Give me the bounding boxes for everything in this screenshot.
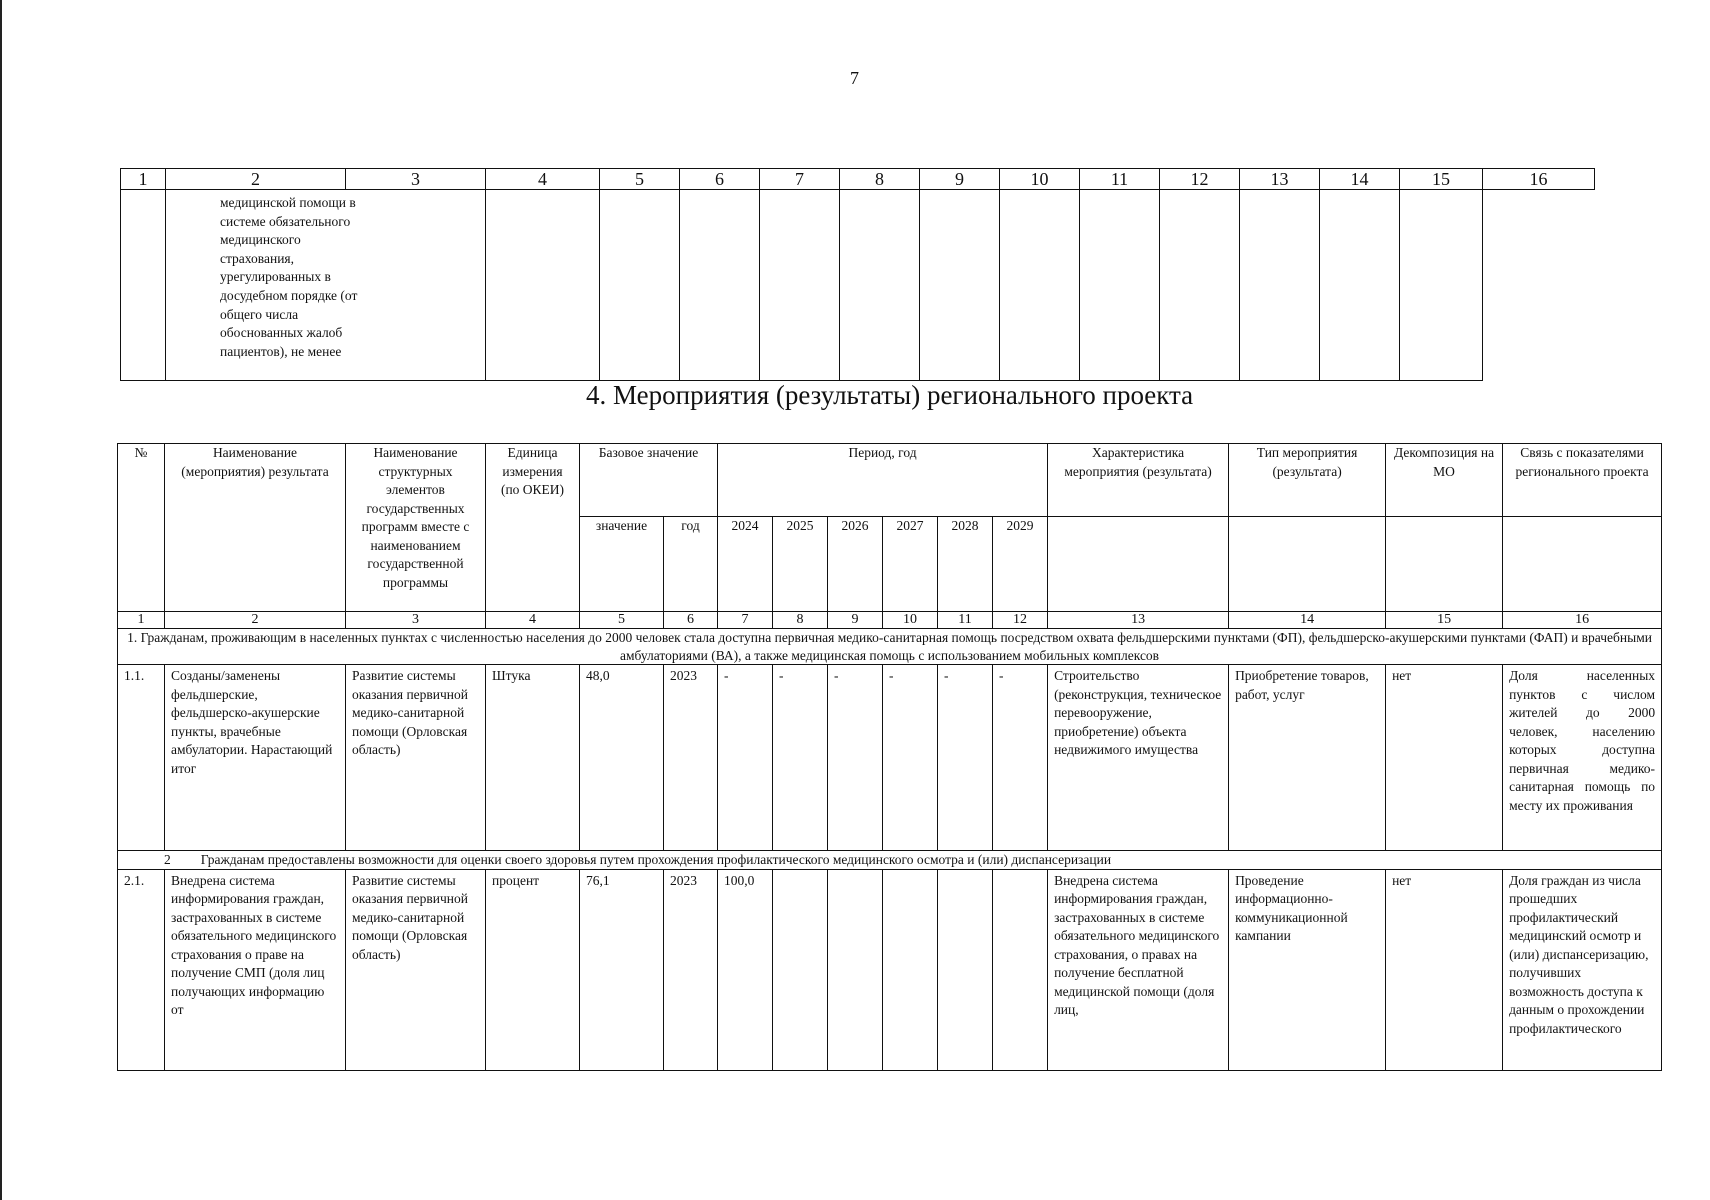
col-number: 9	[920, 169, 1000, 190]
header-type: Тип мероприятия (результата)	[1229, 444, 1386, 517]
base-year: 2023	[664, 665, 718, 851]
year-value: -	[828, 665, 883, 851]
col-number: 1	[118, 612, 165, 629]
table-cell	[920, 190, 1000, 381]
continued-table	[120, 168, 1595, 381]
col-number: 3	[346, 612, 486, 629]
section-1-heading: 1. Гражданам, проживающим в населенных пунктах с численностью населения до 2000 человек стала доступна первичная медико-санитарная помощь посредством охвата фельдшерскими пунктами (ФП), фельдшерско-акушерскими пунктами (ФАП) и врачебными амбулаториями (ВА), а также медицинская помощь с использованием мобильных комплексов	[118, 629, 1662, 665]
year-value	[828, 869, 883, 1070]
header-name: Наименование (мероприятия) результата	[165, 444, 346, 612]
table-cell	[121, 190, 166, 381]
table-cell	[1503, 517, 1662, 612]
header-number: №	[118, 444, 165, 612]
base-year: 2023	[664, 869, 718, 1070]
page-edge-line	[0, 0, 2, 1200]
col-number: 16	[1483, 169, 1595, 190]
col-number: 11	[1080, 169, 1160, 190]
event-name: Созданы/заменены фельдшерские, фельдшерско-акушерские пункты, врачебные амбулатории. Нарастающий итог	[165, 665, 346, 851]
table-cell	[760, 190, 840, 381]
table-cell	[1048, 517, 1229, 612]
continued-indicator-text: медицинской помощи в системе обязательного медицинского страхования, урегулированных в досудебном порядке (от общего числа обоснованных жалоб пациентов), не менее	[166, 190, 486, 381]
header-year: 2026	[828, 517, 883, 612]
col-number: 1	[121, 169, 166, 190]
col-number: 10	[1000, 169, 1080, 190]
structural-element: Развитие системы оказания первичной медико-санитарной помощи (Орловская область)	[346, 665, 486, 851]
year-value	[938, 869, 993, 1070]
table-cell	[1240, 190, 1320, 381]
year-value	[773, 869, 828, 1070]
year-value: -	[938, 665, 993, 851]
header-unit: Единица измерения (по ОКЕИ)	[486, 444, 580, 612]
section-row	[118, 629, 1662, 665]
indicator-link: Доля граждан из числа прошедших профилактический медицинский осмотр и (или) диспансеризацию, получивших возможность доступа к данным о прохождении профилактического	[1503, 869, 1662, 1070]
header-year: 2024	[718, 517, 773, 612]
base-value: 76,1	[580, 869, 664, 1070]
section-title: 4. Мероприятия (результаты) регионального проекта	[586, 380, 1194, 410]
decomposition: нет	[1386, 869, 1503, 1070]
col-number: 13	[1240, 169, 1320, 190]
col-number: 5	[580, 612, 664, 629]
col-number: 3	[346, 169, 486, 190]
col-number: 5	[600, 169, 680, 190]
year-value: -	[993, 665, 1048, 851]
row-number: 1.1.	[118, 665, 165, 851]
col-number: 8	[773, 612, 828, 629]
header-base-value: Базовое значение	[580, 444, 718, 517]
base-value: 48,0	[580, 665, 664, 851]
indicator-link: Доля населенных пунктов с числом жителей до 2000 человек, населению которых доступна первичная медико-санитарная помощь по месту их проживания	[1503, 665, 1662, 851]
header-period: Период, год	[718, 444, 1048, 517]
col-number: 4	[486, 612, 580, 629]
col-number: 4	[486, 169, 600, 190]
col-number: 6	[680, 169, 760, 190]
section-2-number: 2	[164, 852, 171, 867]
year-value: -	[718, 665, 773, 851]
col-number: 14	[1320, 169, 1400, 190]
header-year: 2029	[993, 517, 1048, 612]
event-type: Проведение информационно-коммуникационной кампании	[1229, 869, 1386, 1070]
table-cell	[680, 190, 760, 381]
col-number: 14	[1229, 612, 1386, 629]
header-base-value-year: год	[664, 517, 718, 612]
table-cell	[1229, 517, 1386, 612]
page-number: 7	[850, 68, 859, 88]
col-number: 10	[883, 612, 938, 629]
col-number: 2	[165, 612, 346, 629]
column-number-row	[118, 612, 1662, 629]
table-row	[118, 869, 1662, 1070]
unit: процент	[486, 869, 580, 1070]
header-link: Связь с показателями регионального проекта	[1503, 444, 1662, 517]
header-row	[118, 444, 1662, 517]
column-number-row	[121, 169, 1595, 190]
table-row	[121, 190, 1595, 381]
section-row	[118, 851, 1662, 870]
table-cell	[1386, 517, 1503, 612]
table-row	[118, 665, 1662, 851]
section-2-text: Гражданам предоставлены возможности для оценки своего здоровья путем прохождения профилактического медицинского осмотра и (или) диспансеризации	[200, 852, 1112, 867]
table-cell	[486, 190, 600, 381]
row-number: 2.1.	[118, 869, 165, 1070]
table-cell	[1080, 190, 1160, 381]
col-number: 12	[1160, 169, 1240, 190]
year-value: 100,0	[718, 869, 773, 1070]
col-number: 13	[1048, 612, 1229, 629]
structural-element: Развитие системы оказания первичной медико-санитарной помощи (Орловская область)	[346, 869, 486, 1070]
unit: Штука	[486, 665, 580, 851]
col-number: 11	[938, 612, 993, 629]
year-value	[883, 869, 938, 1070]
decomposition: нет	[1386, 665, 1503, 851]
header-year: 2027	[883, 517, 938, 612]
table-cell	[840, 190, 920, 381]
header-year: 2025	[773, 517, 828, 612]
header-base-value-value: значение	[580, 517, 664, 612]
table-cell	[1000, 190, 1080, 381]
col-number: 6	[664, 612, 718, 629]
col-number: 12	[993, 612, 1048, 629]
event-type: Приобретение товаров, работ, услуг	[1229, 665, 1386, 851]
header-structural-elements: Наименование структурных элементов государственных программ вместе с наименованием государственной программы	[346, 444, 486, 612]
table-cell	[1320, 190, 1400, 381]
section-2-heading	[118, 851, 1662, 870]
table-cell	[600, 190, 680, 381]
col-number: 8	[840, 169, 920, 190]
col-number: 16	[1503, 612, 1662, 629]
year-value: -	[883, 665, 938, 851]
year-value	[993, 869, 1048, 1070]
events-table	[117, 443, 1662, 1071]
year-value: -	[773, 665, 828, 851]
col-number: 15	[1386, 612, 1503, 629]
table-cell	[1160, 190, 1240, 381]
col-number: 9	[828, 612, 883, 629]
event-name: Внедрена система информирования граждан, застрахованных в системе обязательного медицинского страхования о праве на получение СМП (доля лиц получающих информацию от	[165, 869, 346, 1070]
event-characteristic: Внедрена система информирования граждан, застрахованных в системе обязательного медицинского страхования, о правах на получение бесплатной медицинской помощи (доля лиц,	[1048, 869, 1229, 1070]
table-cell	[1400, 190, 1483, 381]
header-year: 2028	[938, 517, 993, 612]
col-number: 7	[760, 169, 840, 190]
header-characteristic: Характеристика мероприятия (результата)	[1048, 444, 1229, 517]
event-characteristic: Строительство (реконструкция, техническое перевооружение, приобретение) объекта недвижимого имущества	[1048, 665, 1229, 851]
col-number: 15	[1400, 169, 1483, 190]
header-decomposition: Декомпозиция на МО	[1386, 444, 1503, 517]
col-number: 7	[718, 612, 773, 629]
col-number: 2	[166, 169, 346, 190]
